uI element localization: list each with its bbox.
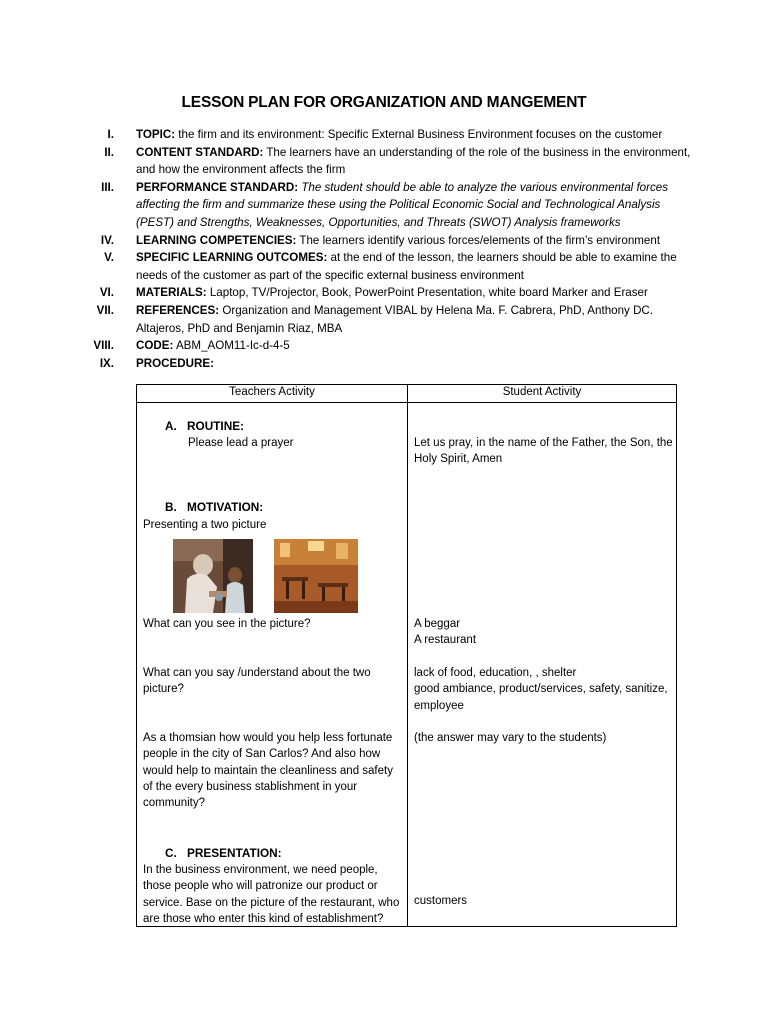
beggar-photo xyxy=(173,539,253,613)
outline-text: ABM_AOM11-Ic-d-4-5 xyxy=(173,339,290,353)
outline-text: at the end of the lesson, the learners should be able to examine the needs of the customer as part of the specific external business environment xyxy=(136,251,677,282)
document-title: LESSON PLAN FOR ORGANIZATION AND MANGEMENT xyxy=(181,94,587,111)
column-divider xyxy=(407,385,408,926)
teacher-activity-header: Teachers Activity xyxy=(229,386,315,398)
outline-number: IX. xyxy=(99,356,114,370)
outline-references xyxy=(92,302,692,337)
qa-teacher-question-2: What can you say /understand about the two picture? xyxy=(143,667,371,696)
outline-label: PROCEDURE: xyxy=(136,356,214,370)
outline-text: the firm and its environment: Specific External Business Environment focuses on the customer xyxy=(175,128,663,141)
section-title: MOTIVATION: xyxy=(187,500,264,514)
outline-number: II. xyxy=(104,145,114,159)
outline-label: SPECIFIC LEARNING OUTCOMES: xyxy=(136,251,328,265)
presentation-heading xyxy=(165,846,282,860)
section-letter: C. xyxy=(165,846,177,860)
qa-student-answer-3: (the answer may vary to the students) xyxy=(414,732,607,744)
outline-text: The learners identify various forces/elements of the firm’s environment xyxy=(296,233,661,247)
section-title: PRESENTATION: xyxy=(187,846,282,860)
section-letter: A. xyxy=(165,419,177,433)
outline-label: TOPIC: xyxy=(136,128,176,141)
routine-heading xyxy=(165,419,244,433)
outline-label: CONTENT STANDARD: xyxy=(136,145,264,159)
outline-number: V. xyxy=(104,251,114,265)
presentation-teacher-text: In the business environment, we need people, those people who will patronize our product or service. Base on the picture of the restaurant, who are those who enter this kind of establishment? xyxy=(143,864,400,925)
motivation-heading xyxy=(165,500,263,514)
outline-label: MATERIALS: xyxy=(136,286,207,300)
outline-number: VI. xyxy=(99,286,114,300)
outline-text: Laptop, TV/Projector, Book, PowerPoint Presentation, white board Marker and Eraser xyxy=(206,286,648,300)
table-header-row xyxy=(137,385,676,403)
lesson-outline xyxy=(92,126,692,372)
restaurant-photo xyxy=(274,539,358,613)
outline-text: Organization and Management VIBAL by Helena Ma. F. Cabrera, PhD, Anthony DC. Altajeros, PhD and Benjamin Riaz, MBA xyxy=(136,303,654,335)
qa-teacher-question-3: As a thomsian how would you help less fortunate people in the city of San Carlos? And also how would help to maintain the cleanliness and safety of the every business stablishment in your community? xyxy=(143,732,393,810)
outline-label: CODE: xyxy=(136,339,174,353)
qa-student-answer-2: lack of food, education, , shelter good ambiance, product/services, safety, sanitize, employee xyxy=(414,667,668,712)
outline-text: The student should be able to analyze the various environmental forces affecting the firm and summarize these using the Political Economic Social and Technological Analysis (PEST) and Strengths, Weaknesses, Opportunities, and Threats (SWOT) Analysis frameworks xyxy=(136,180,669,229)
outline-learning-outcomes xyxy=(92,249,692,284)
outline-number: VII. xyxy=(96,303,114,317)
qa-student-answer-1: A beggar A restaurant xyxy=(414,618,477,647)
outline-text: The learners have an understanding of the role of the business in the environment, and how the environment affects the firm xyxy=(136,145,691,177)
outline-number: VIII. xyxy=(93,339,114,353)
student-activity-header: Student Activity xyxy=(502,386,582,398)
outline-number: I. xyxy=(107,128,114,141)
outline-label: REFERENCES: xyxy=(136,303,220,317)
qa-teacher-question-1: What can you see in the picture? xyxy=(143,618,311,630)
outline-content-standard xyxy=(92,144,692,179)
outline-performance-standard xyxy=(92,179,692,232)
outline-materials xyxy=(92,284,692,302)
outline-label: LEARNING COMPETENCIES: xyxy=(136,233,297,247)
routine-student-text: Let us pray, in the name of the Father, the Son, the Holy Spirit, Amen xyxy=(414,437,673,466)
outline-number: III. xyxy=(101,180,114,194)
outline-topic xyxy=(92,126,692,144)
routine-teacher-text: Please lead a prayer xyxy=(188,437,294,449)
section-letter: B. xyxy=(165,500,177,514)
motivation-intro-text: Presenting a two picture xyxy=(143,519,267,531)
outline-procedure xyxy=(92,355,692,373)
outline-learning-competencies xyxy=(92,232,692,250)
outline-code xyxy=(92,337,692,355)
presentation-student-text: customers xyxy=(414,895,468,907)
outline-number: IV. xyxy=(100,233,114,247)
section-title: ROUTINE: xyxy=(187,419,245,433)
procedure-table xyxy=(136,384,677,927)
outline-label: PERFORMANCE STANDARD: xyxy=(136,180,299,194)
